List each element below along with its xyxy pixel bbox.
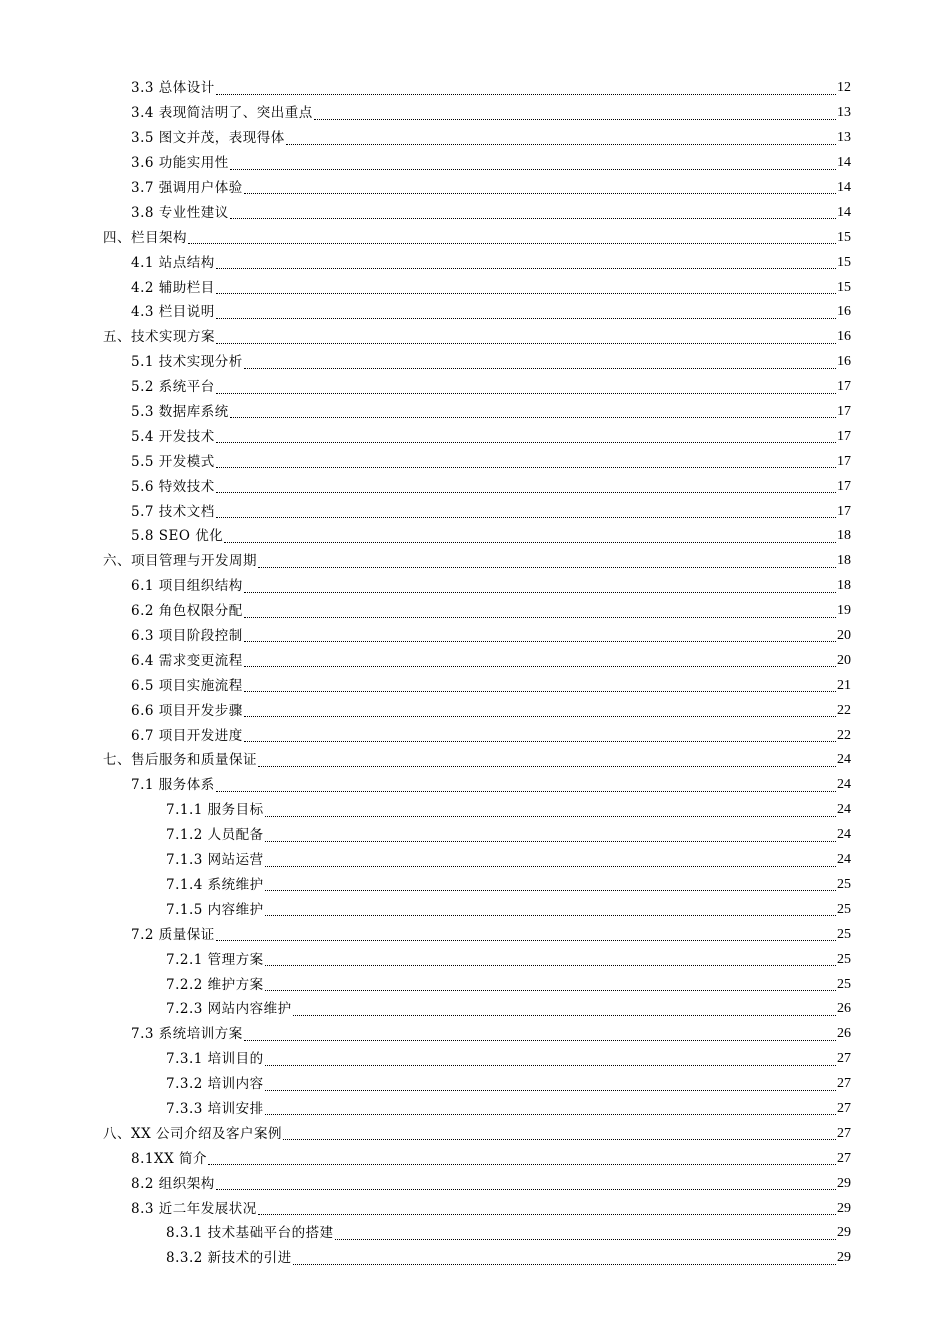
toc-entry-page-number: 16 [837,304,851,320]
toc-entry-title: 7.2.2 维护方案 [166,976,264,993]
toc-dot-leader [293,1264,836,1265]
toc-dot-leader [230,169,836,170]
toc-entry-title: 5.7 技术文档 [131,503,215,520]
toc-dot-leader [244,617,836,618]
toc-dot-leader [265,915,836,916]
toc-dot-leader [258,766,836,767]
toc-entry-page-number: 27 [837,1100,851,1116]
toc-entry-page-number: 18 [837,553,851,569]
toc-dot-leader [216,293,836,294]
toc-entry-title: 4.2 辅助栏目 [131,279,215,296]
toc-entry-title: 3.8 专业性建议 [131,204,229,221]
toc-entry[interactable] [0,1047,950,1072]
toc-dot-leader [265,890,836,891]
table-of-contents [0,76,950,1271]
toc-entry[interactable] [0,350,950,375]
toc-entry-title: 7.2 质量保证 [131,926,215,943]
toc-entry-page-number: 29 [837,1250,851,1266]
toc-entry-page-number: 14 [837,204,851,220]
toc-entry-page-number: 24 [837,752,851,768]
toc-entry[interactable] [0,922,950,947]
toc-entry-title: 7.2.3 网站内容维护 [166,1001,292,1018]
toc-dot-leader [265,841,836,842]
toc-entry-page-number: 26 [837,1026,851,1042]
toc-entry-title: 6.5 项目实施流程 [131,677,243,694]
toc-entry[interactable] [0,1121,950,1146]
toc-dot-leader [216,1189,836,1190]
toc-dot-leader [314,119,836,120]
toc-entry-page-number: 17 [837,478,851,494]
toc-entry-title: 5.6 特效技术 [131,478,215,495]
toc-dot-leader [265,965,836,966]
toc-entry-page-number: 19 [837,603,851,619]
toc-entry-page-number: 20 [837,652,851,668]
toc-entry-title: 7.3 系统培训方案 [131,1026,243,1043]
toc-entry[interactable] [0,275,950,300]
toc-entry-title: 5.1 技术实现分析 [131,354,243,371]
toc-entry-title: 7.3.2 培训内容 [166,1076,264,1093]
toc-entry-page-number: 26 [837,1001,851,1017]
toc-entry-title: 3.6 功能实用性 [131,155,229,172]
toc-entry[interactable] [0,325,950,350]
toc-entry-title: 8.2 组织架构 [131,1175,215,1192]
toc-entry-page-number: 27 [837,1051,851,1067]
toc-entry[interactable] [0,126,950,151]
toc-dot-leader [216,442,836,443]
toc-entry-title: 4.1 站点结构 [131,254,215,271]
toc-entry-title: 7.1.1 服务目标 [166,802,264,819]
toc-entry[interactable] [0,798,950,823]
toc-entry-page-number: 25 [837,901,851,917]
toc-dot-leader [244,1040,836,1041]
toc-entry-title: 八、XX 公司介绍及客户案例 [103,1125,283,1142]
toc-entry-page-number: 14 [837,155,851,171]
toc-dot-leader [244,592,836,593]
toc-entry-page-number: 14 [837,180,851,195]
toc-entry[interactable] [0,972,950,997]
toc-entry-page-number: 16 [837,354,851,370]
toc-entry[interactable] [0,1221,950,1246]
toc-dot-leader [216,517,836,518]
toc-entry-page-number: 27 [837,1076,851,1092]
toc-entry[interactable] [0,897,950,922]
toc-dot-leader [265,1114,836,1115]
toc-entry-page-number: 24 [837,777,851,793]
toc-entry[interactable] [0,400,950,425]
toc-entry[interactable] [0,1097,950,1122]
toc-entry[interactable] [0,424,950,449]
toc-entry-title: 8.1XX 简介 [131,1150,207,1167]
toc-entry-title: 6.1 项目组织结构 [131,578,243,595]
toc-entry-page-number: 24 [837,852,851,868]
toc-entry-title: 7.1.4 系统维护 [166,876,264,893]
toc-entry-title: 六、项目管理与开发周期 [103,553,257,570]
toc-entry-title: 3.7 强调用户体验 [131,180,243,196]
toc-entry-page-number: 17 [837,404,851,420]
toc-entry-title: 7.1.2 人员配备 [166,827,264,844]
toc-entry-title: 5.5 开发模式 [131,453,215,470]
toc-dot-leader [293,1015,836,1016]
toc-dot-leader [265,816,836,817]
toc-dot-leader [283,1139,836,1140]
toc-entry-page-number: 17 [837,379,851,395]
toc-entry-page-number: 27 [837,1150,851,1166]
toc-dot-leader [216,791,836,792]
toc-entry-page-number: 13 [837,105,851,121]
toc-entry[interactable] [0,748,950,773]
toc-entry-page-number: 29 [837,1175,851,1191]
toc-dot-leader [216,467,836,468]
toc-entry-title: 6.6 项目开发步骤 [131,702,243,719]
toc-entry-title: 五、技术实现方案 [103,329,215,346]
toc-entry[interactable] [0,474,950,499]
toc-entry-title: 3.3 总体设计 [131,80,215,97]
toc-dot-leader [216,343,836,344]
toc-dot-leader [216,393,836,394]
toc-entry-title: 3.4 表现简洁明了、突出重点 [131,105,313,122]
toc-dot-leader [335,1239,836,1240]
toc-entry-title: 5.8 SEO 优化 [131,528,224,545]
toc-dot-leader [244,666,836,667]
toc-entry-title: 5.4 开发技术 [131,428,215,445]
toc-entry[interactable] [0,1171,950,1196]
toc-entry-page-number: 24 [837,802,851,818]
toc-dot-leader [258,567,836,568]
toc-entry-page-number: 24 [837,827,851,843]
toc-entry-page-number: 20 [837,628,851,644]
toc-entry[interactable] [0,76,950,101]
toc-entry-title: 7.1 服务体系 [131,777,215,794]
toc-entry[interactable] [0,574,950,599]
toc-entry-title: 4.3 栏目说明 [131,304,215,321]
toc-entry-page-number: 25 [837,951,851,967]
toc-entry[interactable] [0,823,950,848]
toc-dot-leader [244,368,836,369]
toc-entry-title: 7.3.3 培训安排 [166,1100,264,1117]
toc-entry[interactable] [0,1072,950,1097]
toc-dot-leader [216,318,836,319]
toc-entry-page-number: 18 [837,578,851,594]
toc-entry[interactable] [0,1246,950,1271]
toc-entry-page-number: 13 [837,130,851,146]
toc-dot-leader [286,144,836,145]
toc-entry[interactable] [0,101,950,126]
toc-entry[interactable] [0,151,950,176]
toc-entry-title: 四、栏目架构 [103,229,187,246]
toc-entry-page-number: 15 [837,279,851,295]
toc-dot-leader [265,990,836,991]
toc-dot-leader [230,417,836,418]
toc-entry-title: 7.1.5 内容维护 [166,901,264,918]
toc-entry[interactable] [0,524,950,549]
toc-entry[interactable] [0,449,950,474]
toc-entry-title: 6.3 项目阶段控制 [131,628,243,645]
toc-entry-title: 7.1.3 网站运营 [166,852,264,869]
toc-entry[interactable] [0,1196,950,1221]
toc-dot-leader [265,1090,836,1091]
toc-entry-page-number: 27 [837,1125,851,1141]
toc-entry-page-number: 25 [837,976,851,992]
toc-dot-leader [265,866,836,867]
toc-dot-leader [265,1065,836,1066]
toc-entry-page-number: 17 [837,503,851,519]
toc-entry-page-number: 16 [837,329,851,345]
toc-entry[interactable] [0,873,950,898]
toc-entry[interactable] [0,673,950,698]
toc-entry[interactable] [0,624,950,649]
toc-entry[interactable] [0,1022,950,1047]
toc-entry-page-number: 12 [837,80,851,96]
toc-entry-page-number: 21 [837,677,851,693]
toc-dot-leader [244,641,836,642]
toc-entry[interactable] [0,225,950,250]
toc-entry-page-number: 18 [837,528,851,544]
toc-entry[interactable] [0,698,950,723]
toc-entry[interactable] [0,300,950,325]
toc-dot-leader [244,741,836,742]
toc-entry[interactable] [0,375,950,400]
toc-dot-leader [216,492,836,493]
toc-entry[interactable] [0,848,950,873]
toc-dot-leader [224,542,836,543]
toc-dot-leader [188,243,836,244]
toc-entry-title: 5.3 数据库系统 [131,404,229,421]
toc-entry-title: 5.2 系统平台 [131,379,215,396]
toc-entry-page-number: 25 [837,926,851,942]
toc-dot-leader [208,1164,836,1165]
toc-dot-leader [244,193,836,194]
toc-entry[interactable] [0,947,950,972]
toc-entry[interactable] [0,648,950,673]
toc-entry[interactable] [0,549,950,574]
toc-entry[interactable] [0,200,950,225]
toc-entry-page-number: 22 [837,702,851,718]
toc-entry-page-number: 15 [837,254,851,270]
toc-entry[interactable] [0,176,950,201]
toc-entry-page-number: 17 [837,453,851,469]
toc-entry[interactable] [0,499,950,524]
toc-entry[interactable] [0,250,950,275]
toc-entry[interactable] [0,997,950,1022]
toc-entry[interactable] [0,723,950,748]
toc-entry-title: 6.2 角色权限分配 [131,603,243,620]
toc-entry-title: 8.3 近二年发展状况 [131,1200,257,1217]
toc-entry-page-number: 22 [837,727,851,743]
toc-entry[interactable] [0,599,950,624]
toc-dot-leader [216,94,836,95]
toc-entry-title: 7.2.1 管理方案 [166,951,264,968]
toc-entry-page-number: 17 [837,428,851,444]
toc-dot-leader [258,1214,836,1215]
toc-entry[interactable] [0,773,950,798]
toc-dot-leader [216,940,836,941]
toc-entry-title: 3.5 图文并茂，表现得体 [131,130,285,147]
toc-entry-title: 七、售后服务和质量保证 [103,752,257,769]
toc-dot-leader [244,716,836,717]
toc-entry-page-number: 15 [837,229,851,245]
toc-entry-title: 8.3.1 技术基础平台的搭建 [166,1225,334,1242]
toc-entry-title: 6.4 需求变更流程 [131,652,243,669]
toc-entry-page-number: 25 [837,876,851,892]
toc-dot-leader [244,691,836,692]
toc-entry-title: 8.3.2 新技术的引进 [166,1250,292,1267]
toc-entry-page-number: 29 [837,1225,851,1241]
toc-entry-title: 7.3.1 培训目的 [166,1051,264,1068]
toc-dot-leader [216,268,836,269]
toc-dot-leader [230,218,836,219]
toc-entry-title: 6.7 项目开发进度 [131,727,243,744]
toc-entry-page-number: 29 [837,1200,851,1216]
toc-entry[interactable] [0,1146,950,1171]
